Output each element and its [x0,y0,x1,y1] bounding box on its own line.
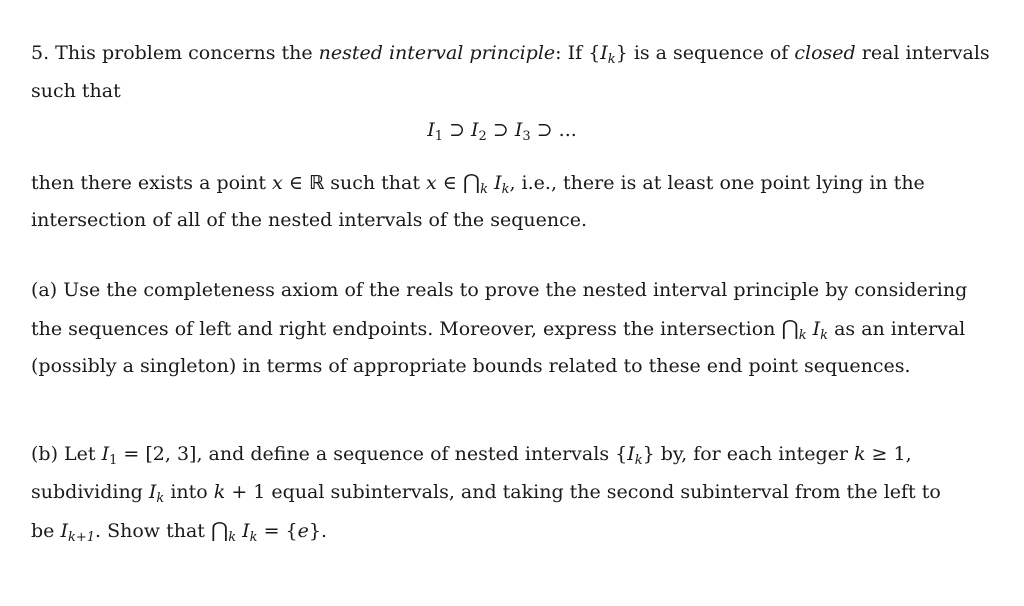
part-b-text: equal subintervals, and taking the second subinterval from the left to [265,481,941,503]
emphasized-term: nested interval principle [318,42,556,64]
interval-value: = [2, 3] [117,443,197,465]
intro-text: : If { [555,42,601,64]
part-a-line-1 [31,278,967,302]
reals-symbol: ℝ [308,172,325,194]
math-expr: }. [308,520,328,542]
math-sub: k [480,182,489,197]
intersection-symbol: ⋂ [462,170,481,194]
math-var: I [812,318,821,340]
math-var: I [494,172,502,194]
math-sub: 3 [522,129,531,144]
part-a-line-3 [31,354,911,378]
intro-text: , i.e., there is at least one point lying in the [509,172,925,194]
math-var: I [242,520,250,542]
intro-line-3 [31,170,925,202]
part-b-text: , [905,443,912,465]
math-var: k [213,481,226,503]
inequality: ≥ 1 [865,443,906,465]
math-sub: k [607,52,616,67]
math-var: I [427,119,435,141]
math-sub: k [501,182,510,197]
intersection-symbol: ⋂ [781,316,799,340]
math-var: I [60,520,68,542]
intro-text: real intervals [855,42,990,64]
part-a-text: as an interval [828,318,966,340]
math-var: x [426,172,437,194]
interval-chain [0,118,1014,149]
math-sub: k [156,491,165,506]
intro-text: then there exists a point [31,172,273,194]
math-expr: = { [257,520,298,542]
math-var: I [101,443,110,465]
intro-line-2 [31,79,121,103]
ellipsis: ... [558,119,577,141]
math-var: I [514,119,523,141]
intro-text: intersection of all of the nested intervals of the sequence. [31,209,588,231]
intro-line-4 [31,208,587,232]
intro-text: such that [31,80,121,102]
math-sub: k [228,530,237,545]
intro-line-1 [31,41,990,72]
part-a-text: (possibly a singleton) in terms of appropriate bounds related to these end point sequences. [31,355,911,377]
part-b-text: be [31,520,61,542]
math-var: k [854,443,866,465]
supset-symbol: ⊃ [449,119,465,141]
math-var: e [297,520,309,542]
intro-text: such that [324,172,426,194]
math-sub: k [249,530,258,545]
part-b-text: , and define a sequence of nested intervals { [196,443,628,465]
math-sub: k [634,453,643,468]
math-sub: k [820,328,829,343]
part-b-text: (b) Let [31,443,102,465]
math-var: I [600,42,608,64]
part-b-text: . Show that [95,520,211,542]
math-sub: k+1 [67,530,96,545]
supset-symbol: ⊃ [536,119,553,141]
emphasized-closed: closed [794,42,856,64]
intro-text: 5. This problem concerns the [31,42,319,64]
in-symbol: ∈ [442,172,457,194]
intro-text: } is a sequence of [615,42,795,64]
intersection-symbol: ⋂ [210,518,229,542]
supset-symbol: ⊃ [492,119,509,141]
math-sub: k [798,328,807,343]
in-symbol: ∈ [288,172,303,194]
part-b-line-2 [31,480,941,511]
math-var: I [471,119,479,141]
math-var: x [272,172,283,194]
math-var: I [627,443,635,465]
math-expr: + 1 [225,481,266,503]
part-b-text: } by, for each integer [642,443,854,465]
part-b-line-1 [31,442,912,473]
part-a-text: the sequences of left and right endpoints. Moreover, express the intersection [31,318,782,340]
math-var: I [148,481,157,503]
math-sub: 1 [109,453,118,468]
math-sub: 2 [478,129,487,144]
part-a-text: (a) Use the completeness axiom of the reals to prove the nested interval principle by considering [31,279,968,301]
part-b-line-3 [31,518,327,550]
math-sub: 1 [434,129,444,144]
part-a-line-2 [31,316,965,348]
part-b-text: subdividing [31,481,149,503]
part-b-text: into [164,481,214,503]
